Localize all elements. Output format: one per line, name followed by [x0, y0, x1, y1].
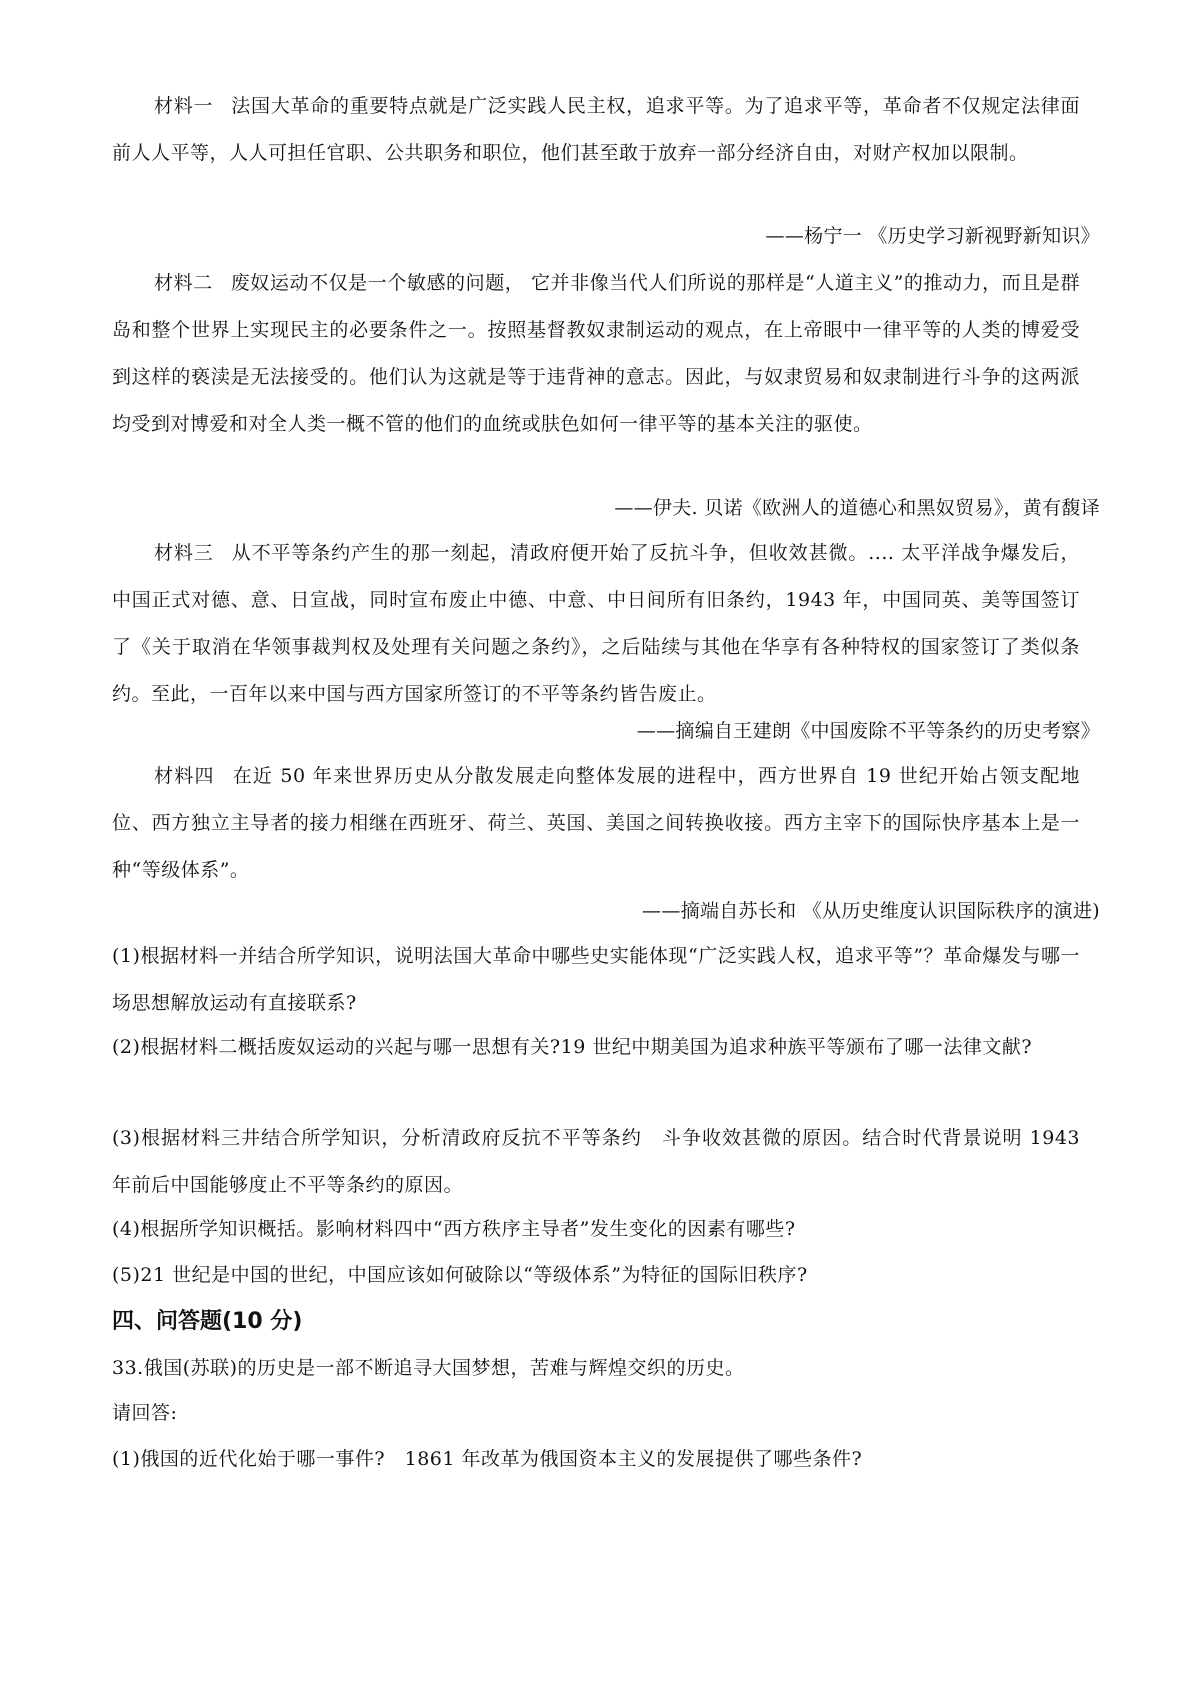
question-3: (3)根据材料三井结合所学知识，分析清政府反抗不平等条约 斗争收效甚微的原因。结合时代背景说明 1943 年前后中国能够度止不平等条约的原因。 [112, 1127, 1080, 1196]
material-4-label: 材料四 [154, 765, 215, 787]
material-3-label: 材料三 [154, 542, 214, 564]
material-3-source: ——摘编自王建朗《中国废除不平等条约的历史考察》 [636, 720, 1100, 742]
material-2-paragraph [112, 260, 1080, 448]
material-2-text: 废奴运动不仅是一个敏感的问题， 它并非像当代人们所说的那样是“人道主义”的推动力，而且是群岛和整个世界上实现民主的必要条件之一。按照基督教奴隶制运动的观点，在上帝眼中一律平等的人类的博爱受到这样的亵渎是无法接受的。他们认为这就是等于违背神的意志。因此，与奴隶贸易和奴隶制进行斗争的这两派均受到对博爱和对全人类一概不管的他们的血统或肤色如何一律平等的基本关注的驱使。 [112, 272, 1080, 435]
section-heading: 四、问答题(10 分) [112, 1309, 303, 1334]
material-4-paragraph [112, 753, 1080, 894]
material-2-label: 材料二 [154, 272, 213, 294]
question-4: (4)根据所学知识概括。影响材料四中“西方秩序主导者”发生变化的因素有哪些? [112, 1218, 796, 1240]
material-4-text: 在近 50 年来世界历史从分散发展走向整体发展的进程中，西方世界自 19 世纪开始占领支配地位、西方独立主导者的接力相继在西班牙、荷兰、英国、美国之间转换收接。西方主宰下的国际快序基本上是一种“等级体系”。 [112, 765, 1080, 881]
answer-prompt: 请回答: [112, 1402, 178, 1424]
question-5: (5)21 世纪是中国的世纪，中国应该如何破除以“等级体系”为特征的国际旧秩序? [112, 1264, 808, 1286]
material-1-text: 法国大革命的重要特点就是广泛实践人民主权，追求平等。为了追求平等，革命者不仅规定法律面前人人平等，人人可担任官职、公共职务和职位，他们甚至敢于放弃一部分经济自由，对财产权加以限制。 [112, 95, 1080, 164]
material-1-source: ——杨宁一 《历史学习新视野新知识》 [765, 225, 1100, 247]
question-1: (1)根据材料一并结合所学知识，说明法国大革命中哪些史实能体现“广泛实践人权，追求平等”？革命爆发与哪一场思想解放运动有直接联系? [112, 945, 1080, 1014]
question-33-stem: 33.俄国(苏联)的历史是一部不断追寻大国梦想，苦难与辉煌交织的历史。 [112, 1357, 745, 1379]
question-2: (2)根据材料二概括废奴运动的兴起与哪一思想有关?19 世纪中期美国为追求种族平等颁布了哪一法律文献? [112, 1036, 1033, 1058]
material-1-paragraph [112, 83, 1080, 177]
material-2-source: ——伊夫. 贝诺《欧洲人的道德心和黑奴贸易》，黄有馥译 [614, 497, 1100, 519]
question-33-part-1: (1)俄国的近代化始于哪一事件? 1861 年改革为俄国资本主义的发展提供了哪些条件? [112, 1448, 863, 1470]
material-3-paragraph [112, 530, 1080, 718]
material-3-text: 从不平等条约产生的那一刻起，清政府便开始了反抗斗争，但收效甚微。.... 太平洋战争爆发后，中国正式对德、意、日宣战，同时宣布废止中德、中意、中日间所有旧条约，1943 年，中国同英、美等国签订了《关于取消在华领事裁判权及处理有关问题之条约》，之后陆续与其他在华享有各种特权的国家签订了类似条约。至此，一百年以来中国与西方国家所签订的不平等条约皆告废止。 [112, 542, 1080, 705]
material-1-label: 材料一 [154, 95, 214, 117]
material-4-source: ——摘端自苏长和 《从历史维度认识国际秩序的演进) [642, 900, 1100, 922]
